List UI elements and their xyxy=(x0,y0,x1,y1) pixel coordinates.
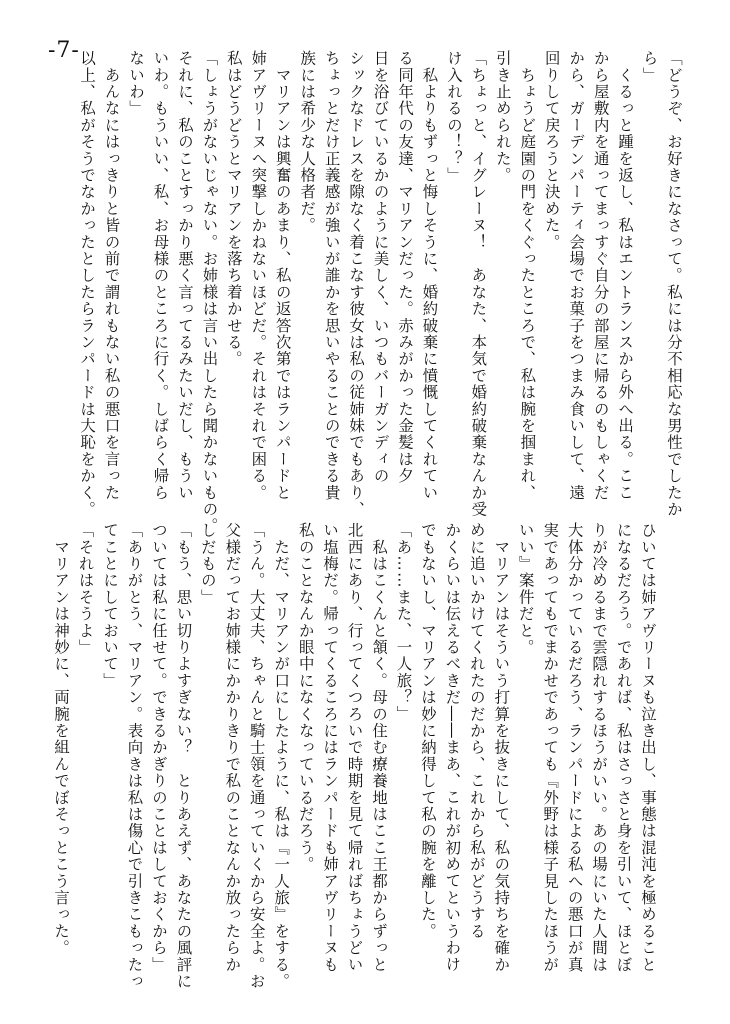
text-line: ひいては姉アヴリーヌも泣き出し、事態は混沌を極めること xyxy=(639,522,657,973)
text-line: 「しょうがないじゃない。お姉様は言い出したら聞かないもの。 xyxy=(200,50,219,535)
text-line: 父様だってお姉様にかかりきりで私のことなんか放ったらか xyxy=(223,522,242,973)
text-line: それに、私のことすっかり悪く言ってるみたいだし、もうい xyxy=(175,50,194,501)
text-line: になるだろう。であれば、私はさっさと身を引いて、ほとぼ xyxy=(614,522,633,973)
text-line: 私はこくんと頷く。母の住む療養地はここ王都からずっと xyxy=(370,522,389,973)
text-line: から、ガーデンパーティ会場でお菓子をつまみ食いして、遠 xyxy=(567,50,586,501)
text-line: い塩梅だ。帰ってくるころにはランパードも姉アヴリーヌも xyxy=(321,522,340,973)
text-line: シックなドレスを隙なく着こなす彼女は私の従姉妹でもあり、 xyxy=(347,50,366,518)
text-line: くるっと踵を返し、私はエントランスから外へ出る。ここ xyxy=(616,50,635,501)
text-line: る同年代の友達、マリアンだった。赤みがかった金髪は夕 xyxy=(396,50,415,485)
text-line: ないわ」 xyxy=(127,50,146,117)
text-line: から屋敷内を通ってまっすぐ自分の部屋に帰るのもしゃくだ xyxy=(591,50,610,501)
text-line: いい』案件だと。 xyxy=(516,522,535,656)
text-line: しだもの」 xyxy=(198,522,217,606)
page-number: -7- xyxy=(48,38,80,63)
text-line: 大体分かっているだろう、ランパードによる私への悪口が真 xyxy=(565,522,584,973)
text-line: 「どうぞ、お好きになさって。私には分不相応な男性でしたか xyxy=(665,50,683,518)
text-line: 「あ……また、一人旅？」 xyxy=(394,522,413,723)
text-line: めに追いかけてくれたのだから、これから私がどうする xyxy=(467,522,486,940)
text-line: 引き止められた。 xyxy=(493,50,512,184)
text-line: 「もう、思い切りよすぎない？ とりあえず、あなたの風評に xyxy=(174,522,193,990)
text-line: ただ、マリアンが口にしたように、私は『一人旅』をする。 xyxy=(272,522,291,990)
text-block-bottom xyxy=(52,522,660,990)
text-line: でもないし、マリアンは妙に納得して私の腕を離した。 xyxy=(418,522,437,940)
text-line: いわ。もういい、私、お母様のところに行く。しばらく帰ら xyxy=(151,50,170,501)
text-line: あんなにはっきりと皆の前で謂れもない私の悪口を言った xyxy=(102,50,121,501)
text-line: 「それはそうよ」 xyxy=(76,522,95,656)
text-line: 私のことなんか眼中になくなっているだろう。 xyxy=(296,522,315,873)
text-line: てことにしておいて」 xyxy=(101,522,120,689)
text-line: マリアンは神妙に、両腕を組んでぼそっとこう言った。 xyxy=(52,522,71,957)
text-line: りが冷めるまで雲隠れするほうがいい。あの場にいた人間は xyxy=(590,522,609,973)
text-line: 姉アヴリーヌへ突撃しかねないほどだ。それはそれで困る。 xyxy=(249,50,268,501)
text-line: け入れるの！？」 xyxy=(444,50,463,184)
text-line: ら」 xyxy=(640,50,659,84)
text-line: 以上、私がそうでなかったとしたらランパードは大恥をかく。 xyxy=(78,50,97,518)
text-line: 「うん。大丈夫、ちゃんと騎士領を通っていくから安全よ。お xyxy=(247,522,266,990)
text-block-top xyxy=(78,50,686,535)
text-line: 私よりもずっと悔しそうに、婚約破棄に憤慨してくれてい xyxy=(420,50,439,501)
text-line: ちょうど庭園の門をくぐったところで、私は腕を掴まれ、 xyxy=(518,50,537,501)
text-line: かくらいは伝えるべきだ――まあ、これが初めてというわけ xyxy=(443,522,462,973)
text-line: 日を浴びているかのように美しく、いつもバーガンディの xyxy=(371,50,390,485)
text-line: ちょっとだけ正義感が強いが誰かを思いやることのできる貴 xyxy=(322,50,341,501)
text-line: 実であってもでまかせであっても『外野は様子見したほうが xyxy=(541,522,560,973)
text-line: 族には希少な人格者だ。 xyxy=(298,50,317,234)
text-line: ついては私に任せて。できるかぎりのことはしておくから」 xyxy=(149,522,168,973)
text-line: 北西にあり、行ってくつろいで時期を見て帰ればちょうどい xyxy=(345,522,364,973)
text-line: マリアンはそういう打算を抜きにして、私の気持ちを確か xyxy=(492,522,511,973)
text-line: 「ちょっと、イグレーヌ！ あなた、本気で婚約破棄なんか受 xyxy=(469,50,488,518)
text-line: 私はどうどうとマリアンを落ち着かせる。 xyxy=(224,50,243,368)
text-line: 回りして戻ろうと決めた。 xyxy=(542,50,561,251)
text-line: 「ありがとう、マリアン。表向きは私は傷心で引きこもったっ xyxy=(125,522,144,990)
text-line: マリアンは興奮のあまり、私の返答次第ではランパードと xyxy=(273,50,292,501)
